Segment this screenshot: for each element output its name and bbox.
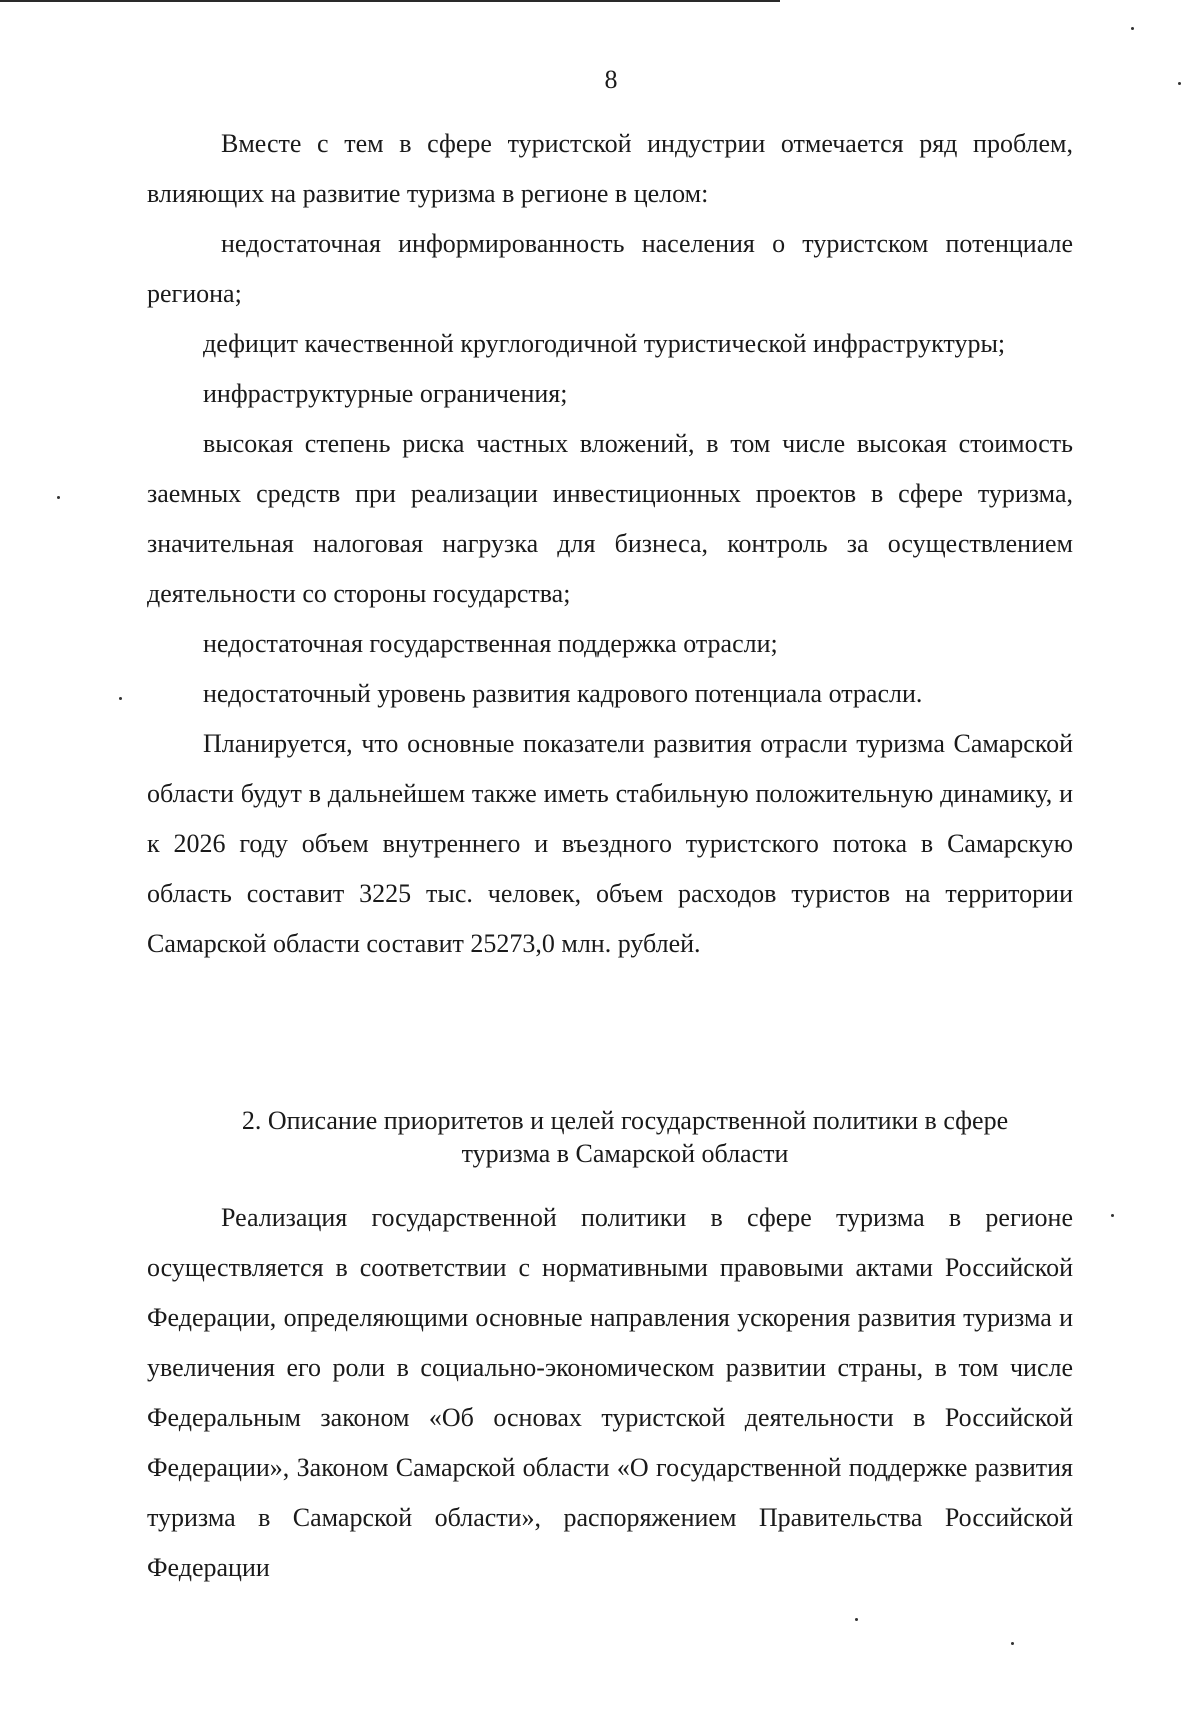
intro-paragraph: Вместе с тем в сфере туристской индустрии отмечается ряд проблем, влияющих на развитие туризма в регионе в целом: (147, 129, 1073, 208)
problem-item-infrastructure-limits: инфраструктурные ограничения; (203, 379, 568, 408)
section-number: 2. (241, 1106, 262, 1135)
scan-speck (1111, 1214, 1114, 1217)
top-scan-rule (0, 0, 780, 2)
scan-speck (1131, 27, 1134, 30)
problem-item-infrastructure-deficit: дефицит качественной круглогодичной туристической инфраструктуры; (203, 329, 1006, 358)
intro-block (147, 119, 1073, 969)
scan-speck (855, 1618, 858, 1621)
problem-item-personnel: недостаточный уровень развития кадрового потенциала отрасли. (203, 679, 923, 708)
problem-item-state-support: недостаточная государственная поддержка отрасли; (203, 629, 778, 658)
problem-item-investment-risk: высокая степень риска частных вложений, в том числе высокая стоимость заемных средств при реализации инвестиционных проектов в сфере туризма, значительная налоговая нагрузка для бизнеса, контроль за осуществлением деятельности со стороны государства; (147, 429, 1073, 608)
scan-speck (119, 697, 122, 700)
section-title-line-2: туризма в Самарской области (461, 1139, 789, 1168)
scan-speck (1011, 1642, 1014, 1645)
problem-item-information: недостаточная информированность населения о туристском потенциале региона; (147, 229, 1073, 308)
scan-speck (1178, 82, 1181, 85)
section-body-paragraph: Реализация государственной политики в сфере туризма в регионе осуществляется в соответствии с нормативными правовыми актами Российской Федерации, определяющими основные направления ускорения развития туризма и увеличения его роли в социально-экономическом развитии страны, в том числе Федеральным законом «Об основах туристской деятельности в Российской Федерации», Законом Самарской области «О государственной поддержке развития туризма в Самарской области», распоряжением Правительства Российской Федерации (147, 1203, 1073, 1582)
section-title-line-1: Описание приоритетов и целей государственной политики в сфере (267, 1106, 1009, 1135)
section-body-block (147, 1193, 1073, 1593)
page-number: 8 (604, 65, 618, 94)
section-heading-line-1 (175, 1104, 1075, 1137)
section-heading (175, 1104, 1075, 1170)
scan-speck (57, 496, 60, 499)
forecast-paragraph: Планируется, что основные показатели развития отрасли туризма Самарской области будут в дальнейшем также иметь стабильную положительную динамику, и к 2026 году объем внутреннего и въездного туристского потока в Самарскую область составит 3225 тыс. человек, объем расходов туристов на территории Самарской области составит 25273,0 млн. рублей. (147, 729, 1073, 958)
